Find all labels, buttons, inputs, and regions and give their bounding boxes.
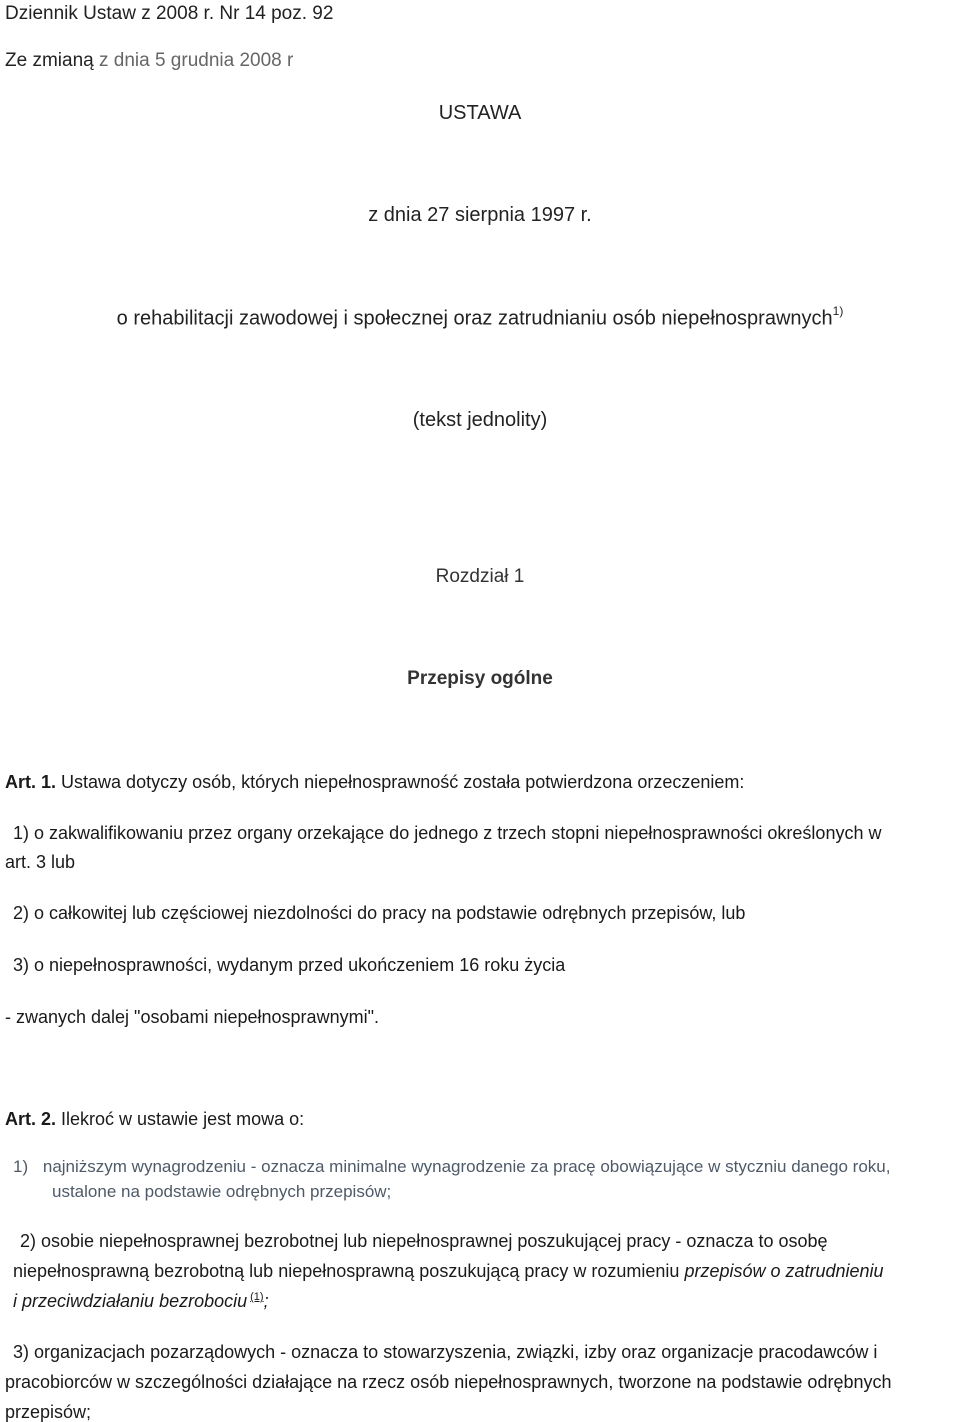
amendment-date: z dnia 5 grudnia 2008 r <box>98 50 294 71</box>
art2-item3-line2: pracobiorców w szczególności działające na rzecz osób niepełnosprawnych, tworzone na podstawie odrębnych <box>5 1372 892 1392</box>
amendment-prefix: Ze zmianą <box>5 50 94 71</box>
art2-item1-number: 1) <box>13 1157 29 1176</box>
art2-item2-line2-plain: niepełnosprawną bezrobotną lub niepełnosprawną poszukującą pracy w rozumieniu <box>13 1261 680 1281</box>
art1-intro-text: Ustawa dotyczy osób, których niepełnosprawność została potwierdzona orzeczeniem: <box>61 772 745 792</box>
act-type: USTAWA <box>438 102 522 124</box>
art1-intro <box>5 773 744 791</box>
journal-reference: Dziennik Ustaw z 2008 r. Nr 14 poz. 92 <box>5 3 334 24</box>
art2-item1-line1 <box>13 1158 890 1175</box>
art2-intro <box>5 1110 304 1128</box>
act-subject-text: o rehabilitacji zawodowej i społecznej oraz zatrudnianiu osób niepełnosprawnych <box>116 307 833 330</box>
art2-intro-text: Ilekroć w ustawie jest mowa o: <box>61 1109 305 1129</box>
art2-item2-line1: 2) osobie niepełnosprawnej bezrobotnej lub niepełnosprawnej poszukującej pracy - oznacza to osobę <box>20 1231 828 1251</box>
consolidated-text-label: (tekst jednolity) <box>412 409 548 431</box>
art1-label: Art. 1. <box>5 772 57 792</box>
art2-item1-line2: ustalone na podstawie odrębnych przepisów; <box>52 1182 392 1201</box>
amendment-note <box>5 51 293 70</box>
art2-item1-text: najniższym wynagrodzeniu - oznacza minimalne wynagrodzenie za pracę obowiązujące w styczniu danego roku, <box>42 1157 891 1176</box>
art2-item2-law-reference-cont: i przeciwdziałaniu bezrobociu <box>13 1291 248 1311</box>
art2-item2-line3 <box>13 1292 269 1310</box>
chapter-number: Rozdział 1 <box>435 566 525 587</box>
art2-item3-line1: 3) organizacjach pozarządowych - oznacza to stowarzyszenia, związki, izby oraz organizacje pracodawców i <box>13 1342 878 1362</box>
art1-closing: - zwanych dalej "osobami niepełnosprawnymi". <box>5 1007 379 1027</box>
art2-item3-line3: przepisów; <box>5 1402 92 1422</box>
art1-item3: 3) o niepełnosprawności, wydanym przed ukończeniem 16 roku życia <box>13 955 566 975</box>
art2-item2-end: ; <box>263 1291 269 1311</box>
art2-label: Art. 2. <box>5 1109 57 1129</box>
art1-item2: 2) o całkowitej lub częściowej niezdolności do pracy na podstawie odrębnych przepisów, lub <box>13 903 746 923</box>
art2-item2-law-reference: przepisów o zatrudnieniu <box>684 1261 884 1281</box>
art1-item1-line2: art. 3 lub <box>5 852 76 872</box>
chapter-title: Przepisy ogólne <box>407 668 553 689</box>
footnote-link[interactable]: (1) <box>250 1291 264 1303</box>
act-subject <box>0 304 960 330</box>
art2-item2-line2 <box>13 1262 884 1280</box>
act-date: z dnia 27 sierpnia 1997 r. <box>368 204 592 226</box>
act-subject-footnote: 1) <box>832 304 844 318</box>
art1-item1-line1: 1) o zakwalifikowaniu przez organy orzekające do jednego z trzech stopni niepełnosprawności określonych w <box>13 823 882 843</box>
